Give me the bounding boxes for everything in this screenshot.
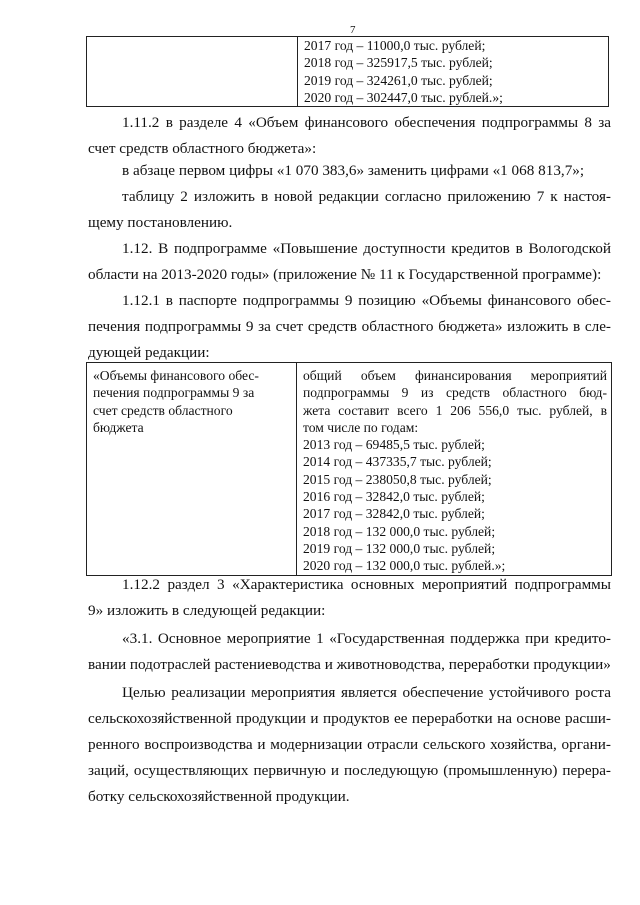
text-line: вании подотраслей растениеводства и животноводства, переработки продукции» (88, 656, 611, 673)
year-line: 2018 год – 325917,5 тыс. рублей; (304, 55, 493, 71)
table-cell-label (87, 363, 297, 576)
value-line: общий объем финансирования мероприятий (303, 368, 607, 383)
value-line: жета составит всего 1 206 556,0 тыс. рублей, в (303, 402, 607, 418)
financing-table (86, 362, 612, 576)
text-line: ренного воспроизводства и модернизации отрасли сельского хозяйства, органи- (88, 736, 611, 753)
text-line: ботку сельскохозяйственной продукции. (88, 788, 350, 805)
year-line: 2015 год – 238050,8 тыс. рублей; (303, 471, 492, 487)
year-line: 2013 год – 69485,5 тыс. рублей; (303, 437, 485, 453)
paragraph-1-12-1 (88, 288, 611, 366)
text-line: 9» изложить в следующей редакции: (88, 602, 326, 619)
text-line: счет средств областного бюджета»: (88, 140, 317, 157)
text-line: 1.12.1 в паспорте подпрограммы 9 позицию «Объемы финансового обес- (122, 292, 611, 309)
text-line: в абзаце первом цифры «1 070 383,6» заменить цифрами «1 068 813,7»; (122, 162, 585, 179)
text-line: таблицу 2 изложить в новой редакции согласно приложению 7 к настоя- (122, 188, 611, 205)
text-line: дующей редакции: (88, 344, 210, 361)
table-cell-empty (87, 37, 298, 107)
paragraph-table-2 (88, 184, 611, 236)
year-line: 2016 год – 32842,0 тыс. рублей; (303, 489, 485, 505)
paragraph-1-12-2 (88, 572, 611, 624)
text-line: Целью реализации мероприятия является обеспечение устойчивого роста (122, 684, 611, 701)
paragraph-3-1 (88, 626, 611, 678)
label-line: счет средств областного (93, 402, 233, 418)
text-line: заций, осуществляющих первичную и последующую (промышленную) перера- (88, 762, 611, 779)
text-line: 1.11.2 в разделе 4 «Объем финансового обеспечения подпрограммы 8 за (122, 114, 611, 131)
paragraph-1-12 (88, 236, 611, 288)
paragraph-goal (88, 680, 611, 810)
previous-financing-table (86, 36, 609, 107)
label-line: «Объемы финансового обес- (93, 368, 259, 383)
table-row (87, 37, 609, 107)
year-line: 2017 год – 32842,0 тыс. рублей; (303, 506, 485, 522)
text-line: 1.12.2 раздел 3 «Характеристика основных мероприятий подпрограммы (122, 576, 611, 593)
paragraph-1-11-2 (88, 110, 611, 162)
text-line: «3.1. Основное мероприятие 1 «Государственная поддержка при кредито- (122, 630, 611, 647)
label-line: бюджета (93, 419, 144, 435)
table-row (87, 363, 612, 576)
value-line: подпрограммы 9 из средств областного бюд- (303, 385, 607, 401)
year-line: 2017 год – 11000,0 тыс. рублей; (304, 38, 486, 53)
year-line: 2020 год – 132 000,0 тыс. рублей.»; (303, 558, 506, 574)
year-line: 2018 год – 132 000,0 тыс. рублей; (303, 523, 496, 539)
text-line: щему постановлению. (88, 214, 233, 231)
year-line: 2020 год – 302447,0 тыс. рублей.»; (304, 89, 503, 105)
text-line: печения подпрограммы 9 за счет средств областного бюджета» изложить в сле- (88, 318, 611, 335)
text-line: 1.12. В подпрограмме «Повышение доступности кредитов в Вологодской (122, 240, 611, 257)
table-cell-values (297, 363, 612, 576)
year-line: 2014 год – 437335,7 тыс. рублей; (303, 454, 492, 470)
value-line: том числе по годам: (303, 419, 419, 435)
year-line: 2019 год – 132 000,0 тыс. рублей; (303, 540, 496, 556)
text-line: области на 2013-2020 годы» (приложение № 11 к Государственной программе): (88, 266, 602, 283)
paragraph-amount-change (88, 158, 611, 184)
table-cell-years (298, 37, 609, 107)
label-line: печения подпрограммы 9 за (93, 385, 255, 401)
year-line: 2019 год – 324261,0 тыс. рублей; (304, 72, 493, 88)
text-line: сельскохозяйственной продукции и продуктов ее переработки на основе расши- (88, 710, 611, 727)
page-number: 7 (350, 24, 356, 36)
